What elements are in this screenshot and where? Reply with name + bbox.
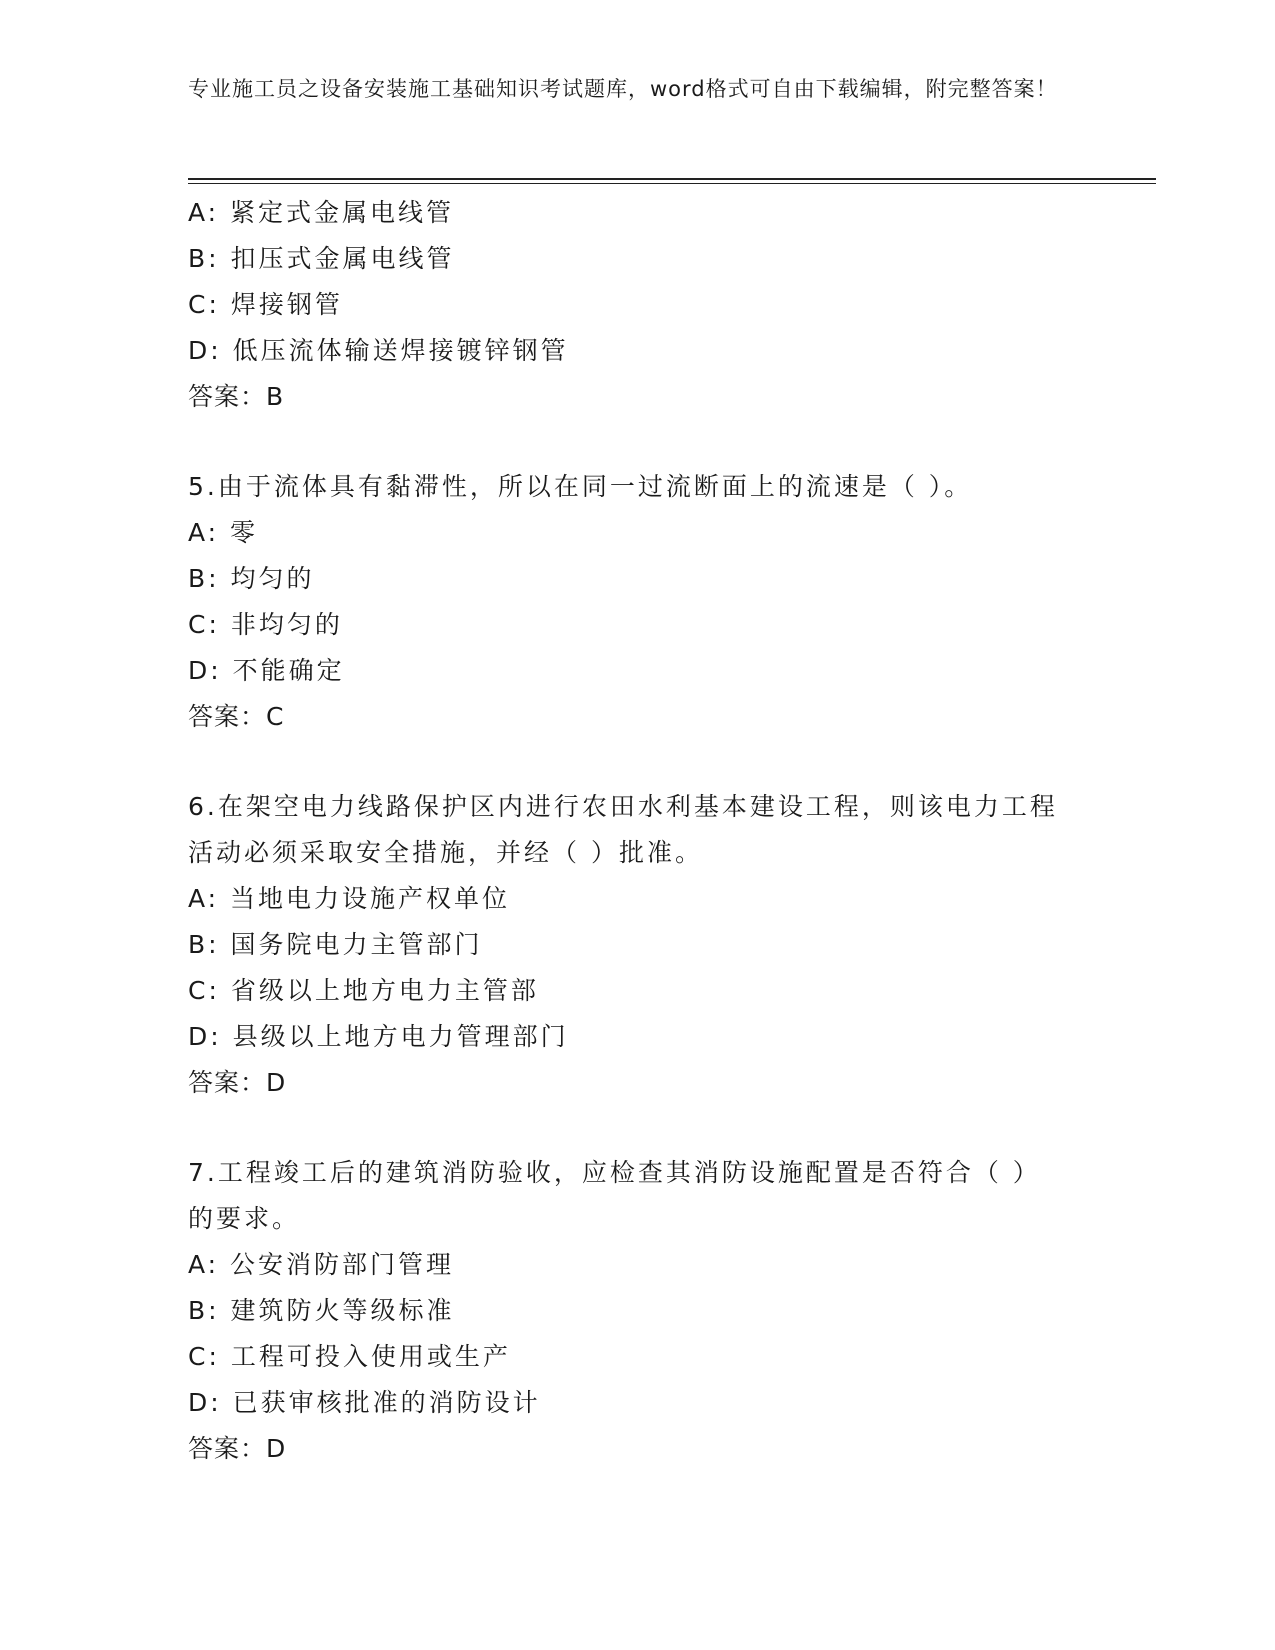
header-rule-thick [188,178,1156,180]
option-c: C: 工程可投入使用或生产 [188,1342,511,1371]
option-c: C: 省级以上地方电力主管部 [188,976,539,1005]
question-stem: 6.在架空电力线路保护区内进行农田水利基本建设工程，则该电力工程活动必须采取安全措施，并经（ ）批准。 [188,792,1058,867]
option-d: D: 不能确定 [188,656,345,685]
answer: 答案：D [188,1434,287,1463]
answer: 答案：D [188,1068,287,1097]
option-b: B: 国务院电力主管部门 [188,930,483,959]
question-7 [188,1150,1118,1472]
question-stem: 7.工程竣工后的建筑消防验收，应检查其消防设施配置是否符合（ ）的要求。 [188,1158,1041,1233]
option-c: C: 非均匀的 [188,610,343,639]
questions-list [188,190,1118,1472]
option-a: A: 公安消防部门管理 [188,1250,455,1279]
answer: 答案：B [188,382,285,411]
option-d: D: 已获审核批准的消防设计 [188,1388,541,1417]
question-5 [188,464,1118,740]
question-6 [188,784,1118,1106]
option-d: D: 低压流体输送焊接镀锌钢管 [188,336,569,365]
option-a: A: 零 [188,518,259,547]
option-b: B: 扣压式金属电线管 [188,244,455,273]
header-rule-thin [188,183,1156,184]
question-stem: 5.由于流体具有黏滞性，所以在同一过流断面上的流速是（ ）。 [188,472,973,501]
option-a: A: 紧定式金属电线管 [188,198,455,227]
question-4 [188,190,1118,420]
document-header: 专业施工员之设备安装施工基础知识考试题库，word格式可自由下载编辑，附完整答案！ [188,77,1058,101]
option-d: D: 县级以上地方电力管理部门 [188,1022,569,1051]
option-c: C: 焊接钢管 [188,290,343,319]
answer: 答案：C [188,702,285,731]
option-b: B: 均匀的 [188,564,315,593]
option-a: A: 当地电力设施产权单位 [188,884,511,913]
option-b: B: 建筑防火等级标准 [188,1296,455,1325]
